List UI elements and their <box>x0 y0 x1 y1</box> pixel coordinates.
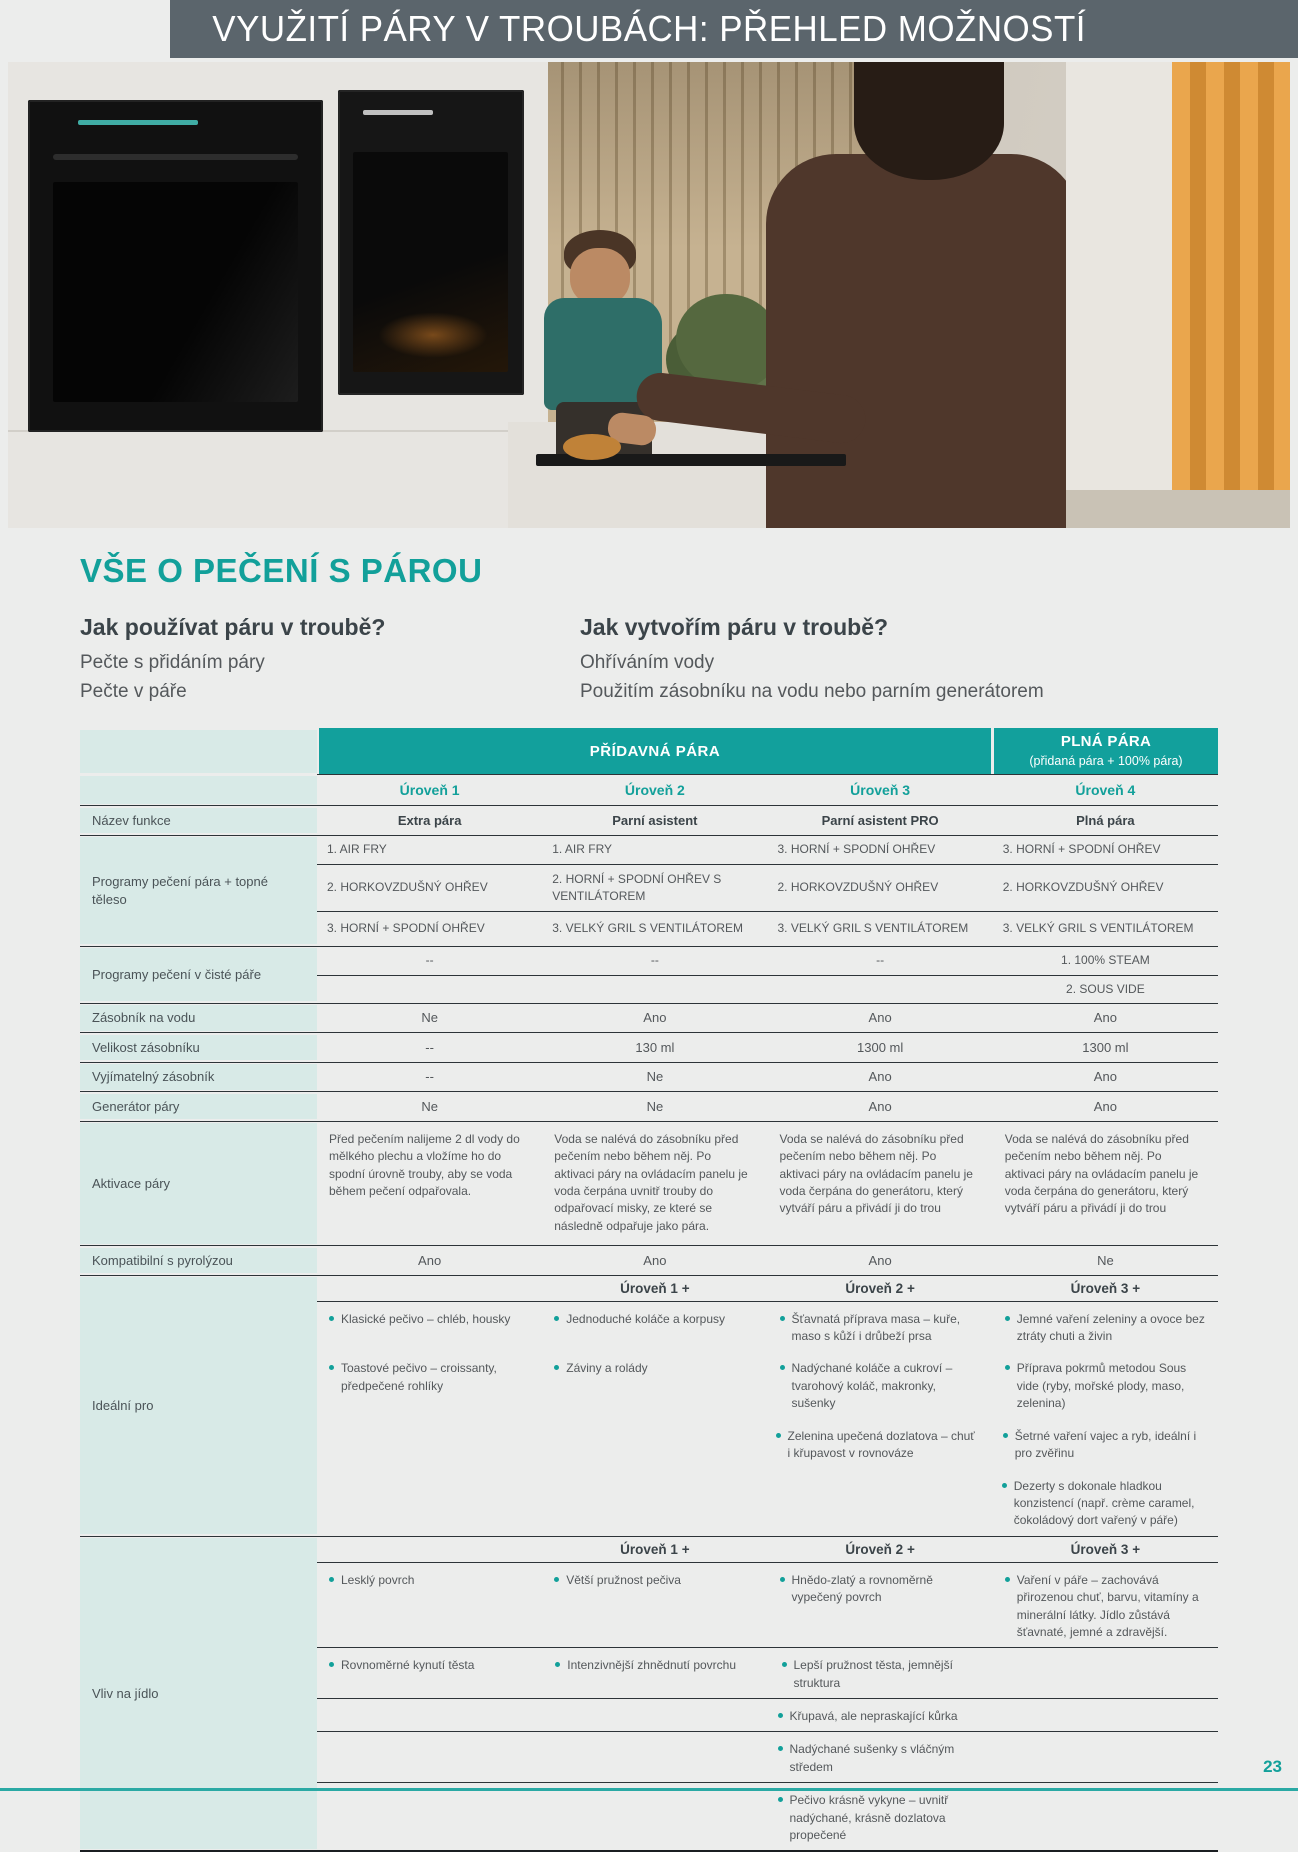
row-steam-generator <box>80 1091 1218 1121</box>
cell: 2. HORKOVZDUŠNÝ OHŘEV <box>1002 880 1164 895</box>
cell: Dezerty s dokonale hladkou konzistencí (např. crème caramel, čokoládový dort vařený v páře) <box>990 1469 1218 1536</box>
cell: 3. VELKÝ GRIL S VENTILÁTOREM <box>552 921 743 936</box>
cell-empty <box>317 1732 541 1782</box>
cell-empty <box>541 1783 765 1850</box>
cell: Ano <box>418 1252 442 1268</box>
intro-right-line: Použitím zásobníku na vodu nebo parním generátorem <box>580 680 1044 702</box>
bullet-icon <box>1005 1316 1010 1321</box>
cell: Ne <box>1097 1252 1114 1268</box>
cell: -- <box>425 1039 434 1055</box>
photo-man-hair <box>854 62 1004 180</box>
cell: 1300 ml <box>857 1039 904 1055</box>
row-removable-tank <box>80 1062 1218 1092</box>
cell: Ano <box>868 1069 892 1085</box>
intro-right-heading: Jak vytvořím páru v troubě? <box>580 614 889 640</box>
cell <box>317 976 542 1003</box>
bullet-icon <box>1005 1365 1010 1370</box>
row-effect-on-food <box>80 1536 1218 1851</box>
bullet-icon <box>329 1577 334 1582</box>
cell: Plná pára <box>1076 812 1135 828</box>
row-pure-steam-programs <box>80 946 1218 1003</box>
cell: Ano <box>868 1010 892 1026</box>
cell: -- <box>650 953 659 968</box>
cell: Voda se nalévá do zásobníku před pečením nebo během něj. Po aktivaci páry na ovládacím panelu je voda čerpána do generátoru, který vytváří páru a přivádí ji do trou <box>779 1131 973 1216</box>
cell-empty <box>317 1699 541 1731</box>
cell: Intenzivnější zhnědnutí povrchu <box>543 1648 769 1698</box>
bullet-icon <box>780 1365 785 1370</box>
cell: 1. AIR FRY <box>552 842 613 857</box>
cell: Ne <box>421 1098 438 1114</box>
cell: Šťavnatá příprava masa – kuře, maso s kůží i drůbeží prsa <box>768 1302 993 1352</box>
cell: 3. HORNÍ + SPODNÍ OHŘEV <box>777 842 936 857</box>
bullet-icon <box>554 1365 559 1370</box>
cell: Ano <box>643 1252 667 1268</box>
cell: Voda se nalévá do zásobníku před pečením nebo během něj. Po aktivaci páry na ovládacím panelu je voda čerpána do generátoru, který vytváří páru a přivádí ji do trou <box>1004 1131 1199 1216</box>
bullet-icon <box>782 1662 787 1667</box>
table-group-header <box>80 728 1218 774</box>
row-steam-activation <box>80 1121 1218 1245</box>
intro-left-line: Pečte s přidáním páry <box>80 652 265 673</box>
level-plus-header: Úroveň 1 + <box>620 1280 690 1296</box>
cell: -- <box>876 953 885 968</box>
cell: 130 ml <box>635 1039 675 1055</box>
level-1-header: Úroveň 1 <box>399 782 460 798</box>
row-label: Název funkce <box>80 808 317 834</box>
cell: 3. VELKÝ GRIL S VENTILÁTOREM <box>777 921 969 936</box>
cell: Jemné vaření zeleniny a ovoce bez ztráty chuti a živin <box>993 1302 1218 1352</box>
cell <box>542 976 767 1003</box>
level-plus-header <box>317 1537 542 1562</box>
header-full-steam-title: PLNÁ PÁRA <box>1060 733 1152 751</box>
cell: Vaření v páře – zachovává přirozenou chuť, barvu, vitamíny a minerální látky. Jídlo zůstává šťavnaté, jemné a zdravější. <box>993 1563 1218 1648</box>
cell-empty <box>994 1732 1218 1782</box>
cell: Ano <box>1093 1010 1117 1026</box>
cell: Ano <box>1093 1098 1117 1114</box>
photo-oven-right-display <box>363 110 433 115</box>
cell: Rovnoměrné kynutí těsta <box>317 1648 543 1698</box>
level-header-label-cell <box>80 776 317 804</box>
cell-empty <box>541 1469 765 1536</box>
photo-man-sweater <box>766 154 1081 528</box>
bullet-icon <box>329 1316 334 1321</box>
cell: Záviny a rolády <box>542 1351 767 1418</box>
table-corner-cell <box>80 730 317 773</box>
cell: 3. HORNÍ + SPODNÍ OHŘEV <box>327 921 485 936</box>
intro-column-right <box>580 614 1200 706</box>
cell: Ano <box>868 1098 892 1114</box>
cell: 1. 100% STEAM <box>1061 953 1150 968</box>
cell: Pečivo krásně vykyne – uvnitř nadýchané, krásně dozlatova propečené <box>766 1783 994 1850</box>
intro-column-left <box>80 614 560 706</box>
bullet-icon <box>778 1746 783 1751</box>
cell: 1. AIR FRY <box>327 842 387 857</box>
bullet-icon <box>780 1316 785 1321</box>
photo-oven-left-handle <box>53 154 298 160</box>
level-4-header: Úroveň 4 <box>1075 782 1136 798</box>
kitchen-photo <box>8 62 1290 528</box>
bullet-icon <box>776 1433 781 1438</box>
cell: Voda se nalévá do zásobníku před pečením nebo během něj. Po aktivaci páry na ovládacím panelu je voda čerpána uvnitř trouby do odpařovací misky, ze které se následně odpařuje jako pára. <box>554 1131 748 1233</box>
row-steam-programs <box>80 835 1218 946</box>
level-3-header: Úroveň 3 <box>850 782 911 798</box>
bullet-icon <box>555 1662 560 1667</box>
cell: Hnědo-zlatý a rovnoměrně vypečený povrch <box>768 1563 993 1648</box>
level-plus-header: Úroveň 2 + <box>845 1541 915 1557</box>
cell: Lepší pružnost těsta, jemnější struktura <box>770 1648 996 1698</box>
row-label: Vyjímatelný zásobník <box>80 1064 317 1090</box>
bullet-icon <box>780 1577 785 1582</box>
cell: Ano <box>1093 1069 1117 1085</box>
cell: Parní asistent <box>612 812 698 828</box>
page-number: 23 <box>1263 1757 1282 1776</box>
page-header-title: VYUŽITÍ PÁRY V TROUBÁCH: PŘEHLED MOŽNOSTÍ <box>212 8 1086 49</box>
bullet-icon <box>554 1577 559 1582</box>
intro-left-line: Pečte v páře <box>80 680 187 702</box>
cell: Ano <box>643 1010 667 1026</box>
cell: Ne <box>421 1010 438 1026</box>
cell: 3. VELKÝ GRIL S VENTILÁTOREM <box>1002 921 1194 936</box>
cell: Lesklý povrch <box>317 1563 542 1648</box>
bullet-icon <box>1005 1577 1010 1582</box>
cell: Ano <box>868 1252 892 1268</box>
row-tank-size <box>80 1032 1218 1062</box>
cell: Ne <box>646 1069 664 1085</box>
cell: 2. SOUS VIDE <box>1066 981 1145 996</box>
cell-empty <box>317 1419 540 1469</box>
cell: 2. HORKOVZDUŠNÝ OHŘEV <box>777 880 939 895</box>
cell-empty <box>994 1699 1218 1731</box>
photo-oven-left-glass <box>53 182 298 402</box>
bullet-icon <box>554 1316 559 1321</box>
bullet-icon <box>778 1713 783 1718</box>
cell: -- <box>425 1069 434 1085</box>
cell: Před pečením nalijeme 2 dl vody do mělkého plechu a vložíme ho do spodní úrovně trouby, aby se voda během pečení odpařovala. <box>329 1131 520 1198</box>
cell: -- <box>425 953 434 968</box>
cell: 2. HORNÍ + SPODNÍ OHŘEV S VENTILÁTOREM <box>552 871 722 903</box>
row-label: Kompatibilní s pyrolýzou <box>80 1248 317 1274</box>
photo-counter <box>508 422 808 528</box>
header-full-steam-subtitle: (přidaná pára + 100% pára) <box>1029 753 1183 768</box>
cell: Příprava pokrmů metodou Sous vide (ryby, mořské plody, maso, zelenina) <box>993 1351 1218 1418</box>
level-plus-header: Úroveň 1 + <box>620 1541 690 1557</box>
level-2-header: Úroveň 2 <box>624 782 685 798</box>
cell: Nadýchané koláče a cukroví – tvarohový koláč, makronky, sušenky <box>768 1351 993 1418</box>
row-label: Programy pečení v čisté páře <box>80 948 317 1001</box>
cell: 1300 ml <box>1082 1039 1129 1055</box>
table-level-header <box>80 774 1218 805</box>
row-label: Velikost zásobníku <box>80 1035 317 1061</box>
cell: Klasické pečivo – chléb, housky <box>317 1302 542 1352</box>
cell-empty <box>541 1699 765 1731</box>
cell: 3. HORNÍ + SPODNÍ OHŘEV <box>1002 842 1161 857</box>
row-label: Vliv na jídlo <box>80 1538 317 1849</box>
cell: Nadýchané sušenky s vláčným středem <box>766 1732 994 1782</box>
photo-floor <box>1066 490 1290 528</box>
cell-empty <box>541 1732 765 1782</box>
bullet-icon <box>329 1365 334 1370</box>
row-label: Ideální pro <box>80 1277 317 1534</box>
cell: Ne <box>646 1098 664 1114</box>
cell-empty <box>766 1469 990 1536</box>
row-pyrolysis <box>80 1245 1218 1275</box>
cell-empty <box>540 1419 763 1469</box>
photo-curtain <box>1172 62 1290 528</box>
level-plus-header <box>317 1276 542 1301</box>
row-label: Zásobník na vodu <box>80 1005 317 1031</box>
cell: Křupavá, ale nepraskající kůrka <box>766 1699 994 1731</box>
intro-left-heading: Jak používat páru v troubě? <box>80 614 386 640</box>
row-label: Aktivace páry <box>80 1123 317 1243</box>
bullet-icon <box>329 1662 334 1667</box>
page-header-bar <box>170 0 1298 58</box>
cell <box>768 976 993 1003</box>
photo-croissant <box>563 434 621 460</box>
bullet-icon <box>778 1797 783 1802</box>
header-full-steam <box>994 728 1218 774</box>
cell-empty <box>994 1783 1218 1850</box>
bullet-icon <box>1002 1483 1007 1488</box>
photo-oven-glow <box>378 312 488 358</box>
cell-empty <box>317 1783 541 1850</box>
row-water-tank <box>80 1003 1218 1033</box>
cell: Větší pružnost pečiva <box>542 1563 767 1648</box>
row-function-name <box>80 805 1218 835</box>
bullet-icon <box>1003 1433 1008 1438</box>
cell: 2. HORKOVZDUŠNÝ OHŘEV <box>327 880 488 895</box>
photo-oven-left-display <box>78 120 198 125</box>
cell-empty <box>317 1469 541 1536</box>
header-additional-steam: PŘÍDAVNÁ PÁRA <box>319 728 991 774</box>
level-plus-header: Úroveň 3 + <box>1070 1280 1141 1296</box>
intro-right-line: Ohříváním vody <box>580 652 715 673</box>
cell: Jednoduché koláče a korpusy <box>542 1302 767 1352</box>
level-plus-header: Úroveň 2 + <box>845 1280 915 1296</box>
steam-comparison-table <box>80 728 1218 1852</box>
cell: Extra pára <box>397 812 462 828</box>
cell: Zelenina upečená dozlatova – chuť i křupavost v rovnováze <box>764 1419 991 1469</box>
row-label: Programy pečení pára + topné těleso <box>80 837 317 944</box>
section-title: VŠE O PEČENÍ S PÁROU <box>80 552 483 589</box>
row-label: Generátor páry <box>80 1094 317 1120</box>
cell: Šetrné vaření vajec a ryb, ideální i pro zvěřinu <box>991 1419 1218 1469</box>
level-plus-header: Úroveň 3 + <box>1070 1541 1141 1557</box>
cell-empty <box>996 1648 1218 1698</box>
cell: Parní asistent PRO <box>821 812 939 828</box>
row-ideal-for <box>80 1275 1218 1536</box>
cell: Toastové pečivo – croissanty, předpečené rohlíky <box>317 1351 542 1418</box>
